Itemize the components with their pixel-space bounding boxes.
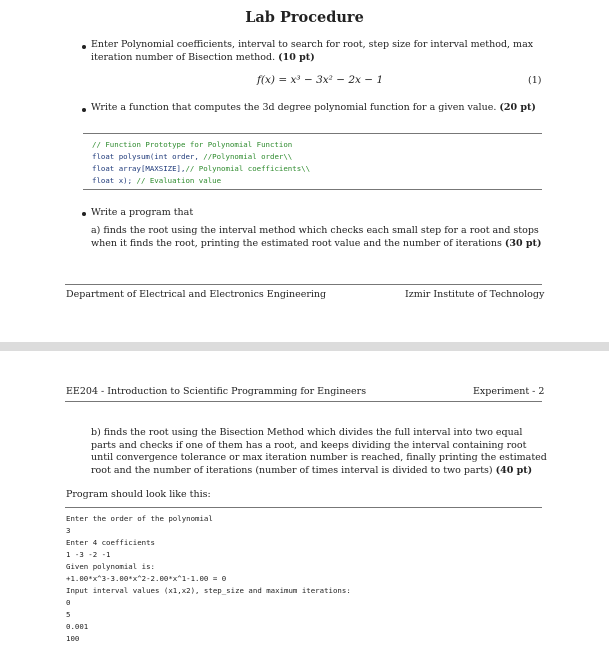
bullet-text: Enter Polynomial coefficients, interval to search for root, step size for interval method, max iteration number of Bisection method. bbox=[91, 39, 534, 63]
bullet-text: Write a function that computes the 3d degree polynomial function for a given value. bbox=[91, 102, 497, 113]
bullet-points: (10 pt) bbox=[278, 52, 315, 63]
footer-institute: Izmir Institute of Technology bbox=[405, 289, 545, 300]
footer-rule bbox=[65, 284, 542, 285]
output-line: Input interval values (x1,x2), step_size and maximum iterations: bbox=[66, 586, 351, 595]
output-line: 0 bbox=[66, 598, 71, 607]
program-label: Program should look like this: bbox=[66, 489, 211, 500]
part-b-points: (40 pt) bbox=[495, 464, 533, 476]
code-bottom-rule bbox=[83, 189, 542, 190]
bullet-dot bbox=[82, 45, 86, 49]
header-rule bbox=[65, 401, 542, 402]
code-comment: // Polynomial coefficients\\ bbox=[185, 164, 311, 173]
code-line: float x); bbox=[92, 176, 137, 185]
part-a-body: a) finds the root using the interval method which checks each small step for a root and stops when it finds the root, printing the estimated root value and the number of iterations bbox=[91, 225, 539, 249]
code-block bbox=[92, 139, 310, 187]
header-experiment: Experiment - 2 bbox=[473, 386, 545, 397]
part-b-text bbox=[91, 427, 547, 477]
bullet-points: (20 pt) bbox=[499, 102, 536, 113]
code-comment: // Function Prototype for Polynomial Function bbox=[92, 140, 293, 149]
output-line: Enter the order of the polynomial bbox=[66, 514, 213, 523]
bullet-dot bbox=[82, 212, 86, 216]
output-line: Enter 4 coefficients bbox=[66, 538, 155, 547]
bullet-item-coefficients bbox=[91, 38, 546, 64]
footer-department: Department of Electrical and Electronics Engineering bbox=[66, 289, 327, 300]
code-comment: //Polynomial order\\ bbox=[203, 152, 293, 161]
page-title: Lab Procedure bbox=[245, 9, 364, 26]
part-a-points: (30 pt) bbox=[504, 237, 542, 249]
output-line: 0.001 bbox=[66, 622, 89, 631]
bullet-text: Write a program that bbox=[91, 207, 194, 218]
output-line: Given polynomial is: bbox=[66, 562, 155, 571]
polynomial-formula: f(x) = x³ − 3x² − 2x − 1 bbox=[257, 74, 384, 86]
equation-number: (1) bbox=[528, 75, 542, 86]
output-line: 1 -3 -2 -1 bbox=[66, 550, 111, 559]
bullet-dot bbox=[82, 108, 86, 112]
code-line: float polysum(int order, bbox=[92, 152, 204, 161]
code-top-rule bbox=[83, 133, 542, 134]
part-a-text bbox=[91, 225, 547, 250]
program-output bbox=[66, 513, 351, 645]
code-line: float array[MAXSIZE], bbox=[92, 164, 186, 173]
output-line: 5 bbox=[66, 610, 71, 619]
output-line: +1.00*x^3-3.00*x^2-2.00*x^1-1.00 = 0 bbox=[66, 574, 227, 583]
output-line: 100 bbox=[66, 634, 80, 643]
output-top-rule bbox=[65, 507, 542, 508]
header-course: EE204 - Introduction to Scientific Programming for Engineers bbox=[66, 386, 367, 397]
bullet-item-function bbox=[91, 101, 546, 114]
code-comment: // Evaluation value bbox=[136, 176, 222, 185]
part-b-body: b) finds the root using the Bisection Method which divides the full interval into two equal parts and checks if one of them has a root, and keeps dividing the interval containing root until convergence tolerance or max iteration number is reached, finally printing the estimated root and the number of iterations (number of times interval is divided to two parts) bbox=[91, 427, 547, 476]
page-separator bbox=[0, 342, 609, 351]
output-line: 3 bbox=[66, 526, 71, 535]
